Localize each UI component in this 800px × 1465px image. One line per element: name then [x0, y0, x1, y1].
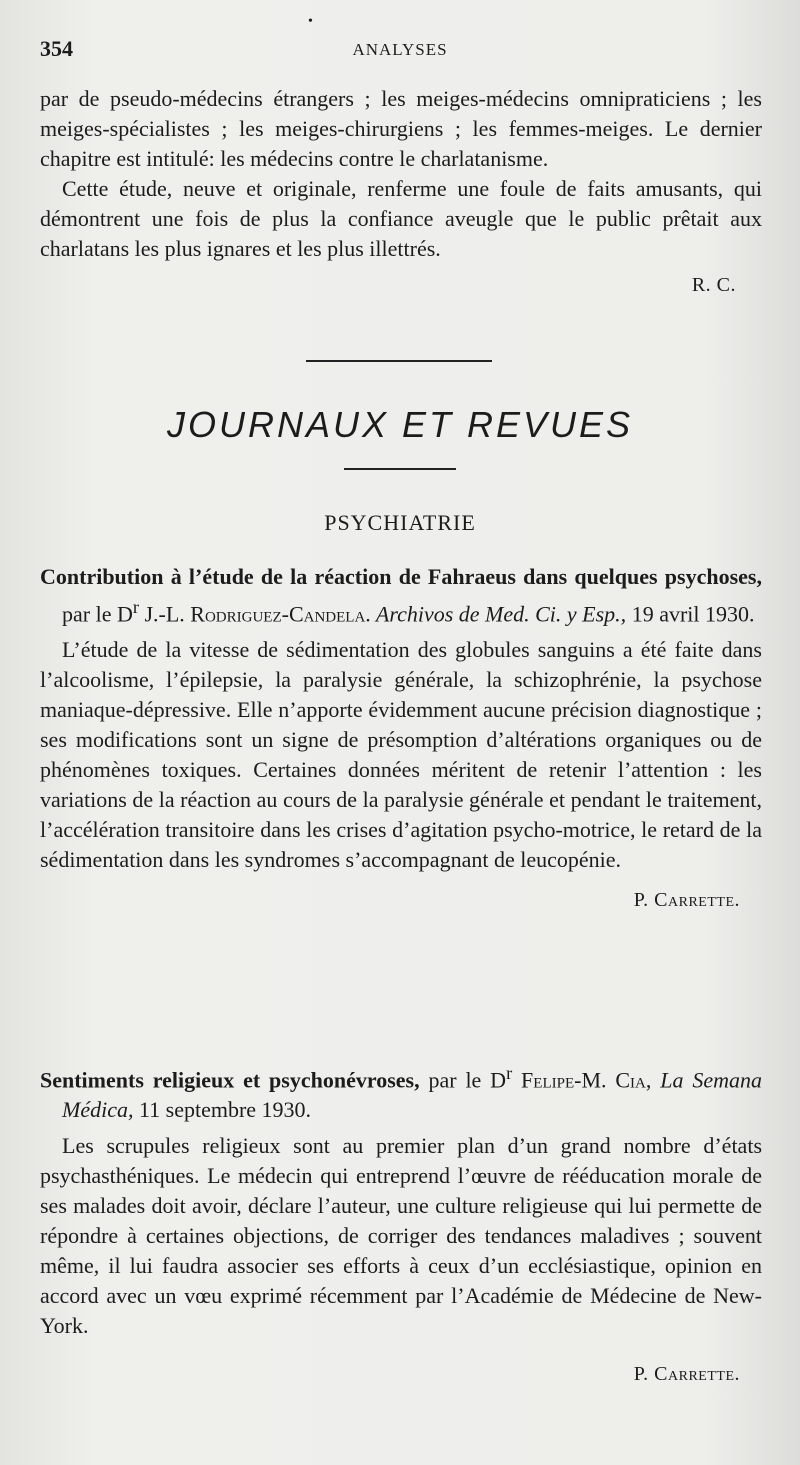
- article-1-signature: P. Carrette.: [633, 889, 740, 912]
- page-header: [40, 14, 760, 66]
- article-1-title: Contribution à l’étude de la réaction de Fahraeus dans quelques psychoses,: [40, 564, 762, 589]
- article-1-by-sup: r: [132, 597, 139, 617]
- article-2-journal: La Semana Médica,: [62, 1067, 763, 1123]
- article-1-by: par le D: [62, 601, 133, 627]
- article-1-author: J.-L. Rodriguez-Candela.: [138, 601, 371, 627]
- article-1-heading: [40, 562, 762, 629]
- divider-rule-2: [344, 468, 456, 470]
- section-title: JOURNAUX ET REVUES: [166, 404, 634, 445]
- article-2-title: Sentiments religieux et psychonévroses,: [40, 1067, 420, 1093]
- article-1-body: L’étude de la vitesse de sédimentation des globules sanguins a été faite dans l’alcoolisme, l’épilepsie, la paralysie générale, la schizophrénie, la psychose maniaque-dépressive. Elle n’apporte évidemment aucune précision diagnostique ; ses modifications sont un signe de présomption d’altérations organiques ou de phénomènes toxiques. Certaines données méritent de retenir l’attention : les variations de la réaction au cours de la paralysie générale et pendant le traitement, l’accélération transitoire dans les crises d’agitation psycho-motrice, le retard de la sédimentation dans les syndromes s’accompagnant de leucopénie.: [40, 637, 762, 873]
- article-2-author: Felipe-M. Cia,: [512, 1067, 652, 1093]
- decorative-dot: •: [308, 14, 313, 29]
- article-2-date: 11 septembre 1930.: [133, 1097, 312, 1123]
- intro-signature: R. C.: [691, 274, 736, 296]
- divider-rule-1: [306, 360, 492, 362]
- article-2-body: Les scrupules religieux sont au premier plan d’un grand nombre d’états psychasthéniques. Le médecin qui entreprend l’œuvre de rééducation morale de ses malades doit avoir, déclare l’auteur, une culture religieuse qui lui permette de répondre à certaines objections, de corriger des tendances maladives ; souvent même, il lui faudra associer ses efforts à ceux d’un ecclésiastique, opinion en accord avec un vœu exprimé récemment par l’Académie de Médecine de New-York.: [40, 1133, 762, 1339]
- intro-block: [40, 84, 762, 300]
- article-1-journal: Archivos de Med. Ci. y Esp.,: [370, 601, 627, 627]
- subsection-title: PSYCHIATRIE: [324, 510, 476, 535]
- article-2-heading: [40, 1058, 762, 1125]
- running-head: ANALYSES: [352, 40, 448, 59]
- article-2-signature: P. Carrette.: [633, 1363, 740, 1386]
- article-2: [40, 1058, 762, 1389]
- page-number: 354: [40, 36, 73, 61]
- article-2-by-sup: r: [506, 1063, 513, 1083]
- intro-paragraph-1: par de pseudo-médecins étrangers ; les meiges-médecins omnipraticiens ; les meiges-spécialistes ; les meiges-chirurgiens ; les femmes-meiges. Le dernier chapitre est intitulé: les médecins contre le charlatanisme.: [40, 86, 762, 171]
- article-2-by: par le D: [419, 1067, 507, 1093]
- intro-paragraph-2: Cette étude, neuve et originale, renferme une foule de faits amusants, qui démontrent une fois de plus la confiance aveugle que le public prêtait aux charlatans les plus ignares et les plus illettrés.: [40, 176, 762, 261]
- article-1: [40, 562, 762, 915]
- article-1-date: 19 avril 1930.: [626, 601, 755, 627]
